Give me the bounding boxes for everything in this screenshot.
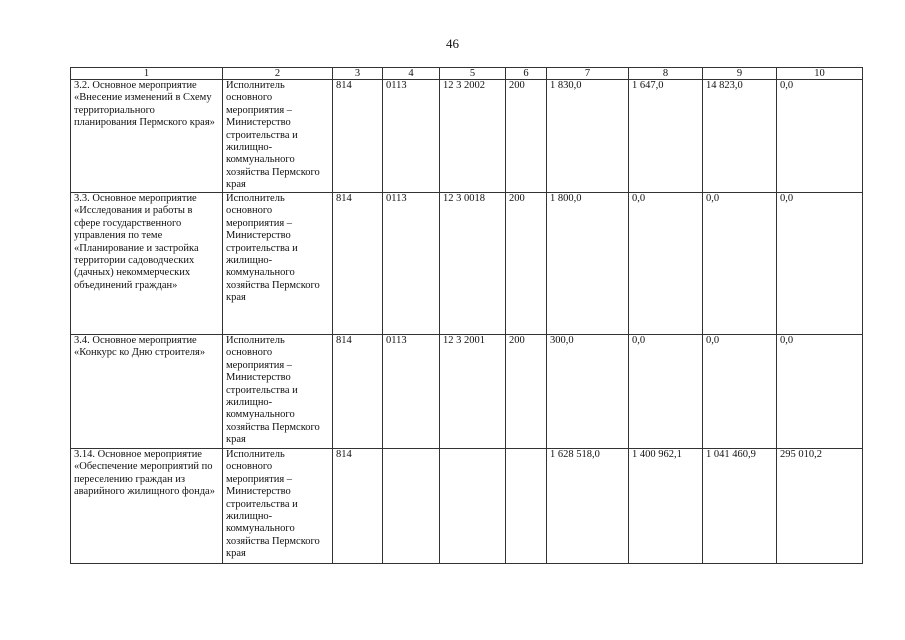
amount-cell: 0,0 [777,193,863,335]
column-header-6: 6 [506,68,547,80]
expense-type-cell: 200 [506,80,547,193]
amount-cell: 0,0 [703,335,777,449]
amount-cell: 0,0 [629,193,703,335]
page-number: 46 [446,36,459,51]
column-header-5: 5 [440,68,506,80]
amount-cell: 1 041 460,9 [703,449,777,564]
code-cell: 814 [333,80,383,193]
column-header-2: 2 [223,68,333,80]
amount-cell: 1 628 518,0 [547,449,629,564]
table-row [71,449,863,564]
amount-cell: 1 647,0 [629,80,703,193]
header-row [71,68,863,80]
expense-type-cell [506,449,547,564]
amount-cell: 0,0 [777,335,863,449]
executor-cell: Исполнитель основного мероприятия – Министерство строительства и жилищно-коммунального хозяйства Пермского края [223,335,333,449]
table-row [71,335,863,449]
expense-type-cell: 200 [506,193,547,335]
column-header-8: 8 [629,68,703,80]
column-header-4: 4 [383,68,440,80]
target-item-cell: 12 3 0018 [440,193,506,335]
amount-cell: 0,0 [703,193,777,335]
section-cell [383,449,440,564]
code-cell: 814 [333,449,383,564]
amount-cell: 300,0 [547,335,629,449]
target-item-cell: 12 3 2002 [440,80,506,193]
executor-cell: Исполнитель основного мероприятия – Министерство строительства и жилищно-коммунального хозяйства Пермского края [223,80,333,193]
column-header-10: 10 [777,68,863,80]
expense-type-cell: 200 [506,335,547,449]
budget-table [70,67,863,564]
code-cell: 814 [333,335,383,449]
section-cell: 0113 [383,80,440,193]
amount-cell: 1 830,0 [547,80,629,193]
amount-cell: 295 010,2 [777,449,863,564]
section-cell: 0113 [383,335,440,449]
column-header-7: 7 [547,68,629,80]
amount-cell: 1 800,0 [547,193,629,335]
table-row [71,80,863,193]
activity-name-cell: 3.2. Основное мероприятие «Внесение изменений в Схему территориального планирования Пермского края» [71,80,223,193]
section-cell: 0113 [383,193,440,335]
amount-cell: 1 400 962,1 [629,449,703,564]
activity-name-cell: 3.3. Основное мероприятие «Исследования и работы в сфере государственного управления по теме «Планирование и застройка территории садоводческих (дачных) некоммерческих объединений граждан» [71,193,223,335]
executor-cell: Исполнитель основного мероприятия – Министерство строительства и жилищно-коммунального хозяйства Пермского края [223,449,333,564]
column-header-3: 3 [333,68,383,80]
column-header-1: 1 [71,68,223,80]
amount-cell: 0,0 [777,80,863,193]
target-item-cell: 12 3 2001 [440,335,506,449]
amount-cell: 0,0 [629,335,703,449]
table-row [71,193,863,335]
column-header-9: 9 [703,68,777,80]
code-cell: 814 [333,193,383,335]
activity-name-cell: 3.4. Основное мероприятие «Конкурс ко Дню строителя» [71,335,223,449]
executor-cell: Исполнитель основного мероприятия – Министерство строительства и жилищно-коммунального хозяйства Пермского края [223,193,333,335]
target-item-cell [440,449,506,564]
activity-name-cell: 3.14. Основное мероприятие «Обеспечение мероприятий по переселению граждан из аварийного жилищного фонда» [71,449,223,564]
amount-cell: 14 823,0 [703,80,777,193]
